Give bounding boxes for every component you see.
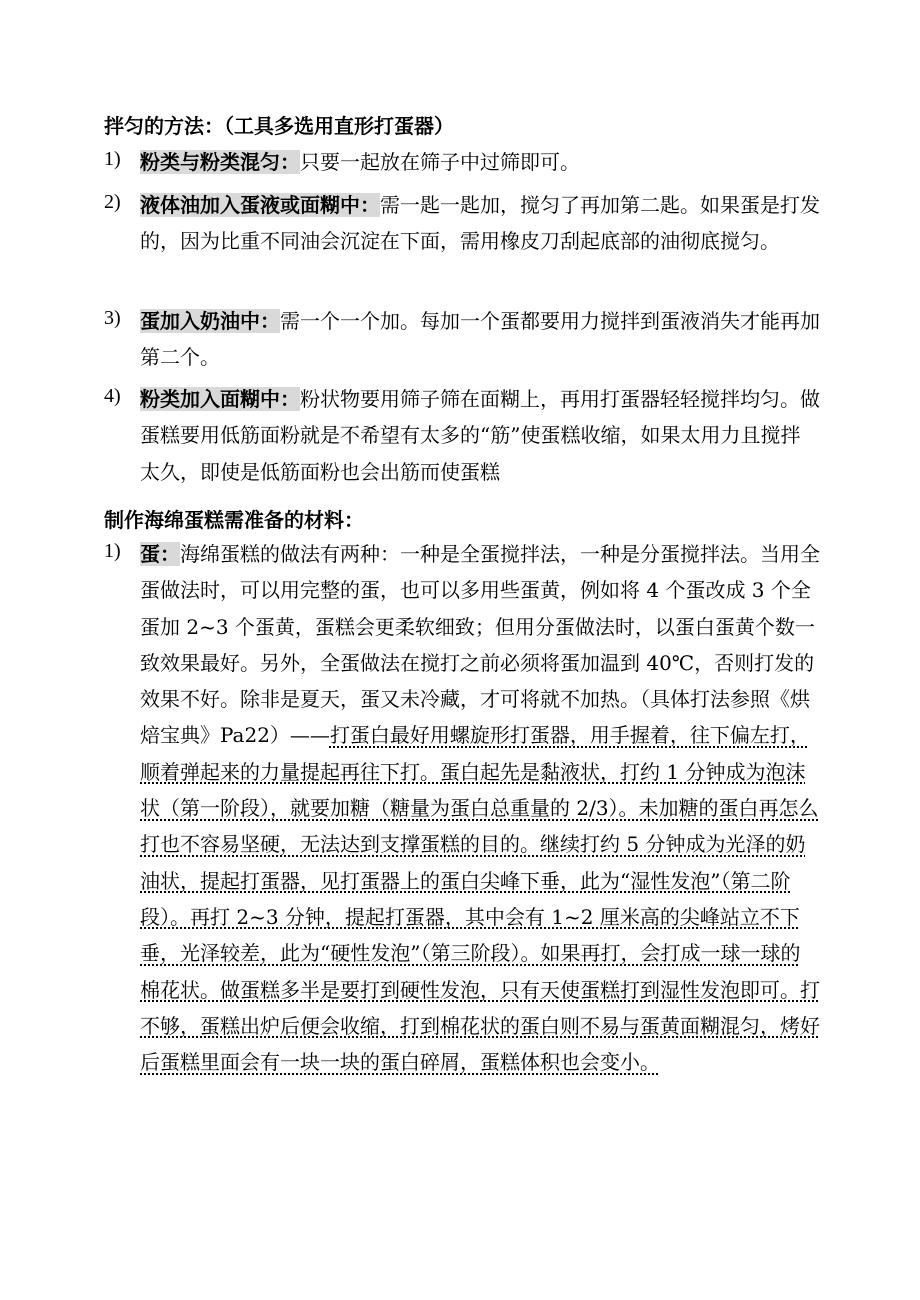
- item-number: 1): [104, 148, 121, 170]
- item-number: 1): [104, 540, 121, 562]
- item-text: 只要一起放在筛子中过筛即可。: [300, 150, 580, 174]
- section-heading-mixing-methods: 拌匀的方法：（工具多选用直形打蛋器）: [104, 114, 454, 138]
- item-number: 3): [104, 307, 121, 329]
- item-label-highlight: 蛋：: [140, 542, 180, 566]
- item-body: [140, 381, 820, 490]
- item-label-highlight: 粉类加入面糊中：: [140, 387, 300, 411]
- item-body: [140, 536, 820, 1080]
- item-text: 海绵蛋糕的做法有两种：一种是全蛋搅拌法，一种是分蛋搅拌法。当用全蛋做法时，可以用完整的蛋，也可以多用些蛋黄，例如将 4 个蛋改成 3 个全蛋加 2~3 个蛋黄，蛋糕会更柔软细致；但用分蛋做法时，以蛋白蛋黄个数一致效果最好。另外，全蛋做法在搅打之前必须将蛋加温到 40℃，否则打发的效果不好。除非是夏天，蛋又未冷藏，才可将就不加热。（具体打法参照《烘焙宝典》Pa22）——: [140, 542, 820, 748]
- list-item: [104, 144, 820, 180]
- list-item: [104, 303, 820, 376]
- item-label-highlight: 液体油加入蛋液或面糊中：: [140, 193, 380, 217]
- list-item: [104, 381, 820, 490]
- item-body: [140, 303, 820, 376]
- item-text: 粉状物要用筛子筛在面糊上，再用打蛋器轻轻搅拌均匀。做蛋糕要用低筋面粉就是不希望有太多的“筋”使蛋糕收缩，如果太用力且搅拌太久，即使是低筋面粉也会出筋而使蛋糕: [140, 387, 820, 484]
- item-body: [140, 144, 820, 180]
- item-body: [140, 187, 820, 260]
- list-item: [104, 536, 820, 1080]
- item-label-highlight: 粉类与粉类混匀：: [140, 150, 300, 174]
- item-text: 需一匙一匙加，搅匀了再加第二匙。如果蛋是打发的，因为比重不同油会沉淀在下面，需用橡皮刀刮起底部的油彻底搅匀。: [140, 193, 820, 254]
- item-number: 2): [104, 191, 121, 213]
- list-item: [104, 187, 820, 260]
- item-label-highlight: 蛋加入奶油中：: [140, 309, 280, 333]
- item-number: 4): [104, 385, 121, 407]
- section-heading-sponge-cake-materials: 制作海绵蛋糕需准备的材料：: [104, 508, 364, 532]
- item-underlined-text: 打蛋白最好用螺旋形打蛋器，用手握着，往下偏左打，顺着弹起来的力量提起再往下打。蛋白起先是黏液状，打约 1 分钟成为泡沫状（第一阶段），就要加糖（糖量为蛋白总重量的 2/3）。未加糖的蛋白再怎么打也不容易坚硬，无法达到支撑蛋糕的目的。继续打约 5 分钟成为光泽的奶油状，提起打蛋器，见打蛋器上的蛋白尖峰下垂，此为“湿性发泡”（第二阶段）。再打 2~3 分钟，提起打蛋器，其中会有 1~2 厘米高的尖峰站立不下垂，光泽较差，此为“硬性发泡”（第三阶段）。如果再打，会打成一球一球的棉花状。做蛋糕多半是要打到硬性发泡，只有天使蛋糕打到湿性发泡即可。打不够，蛋糕出炉后便会收缩，打到棉花状的蛋白则不易与蛋黄面糊混匀，烤好后蛋糕里面会有一块一块的蛋白碎屑，蛋糕体积也会变小。: [140, 723, 820, 1075]
- item-text: 需一个一个加。每加一个蛋都要用力搅拌到蛋液消失才能再加第二个。: [140, 309, 820, 370]
